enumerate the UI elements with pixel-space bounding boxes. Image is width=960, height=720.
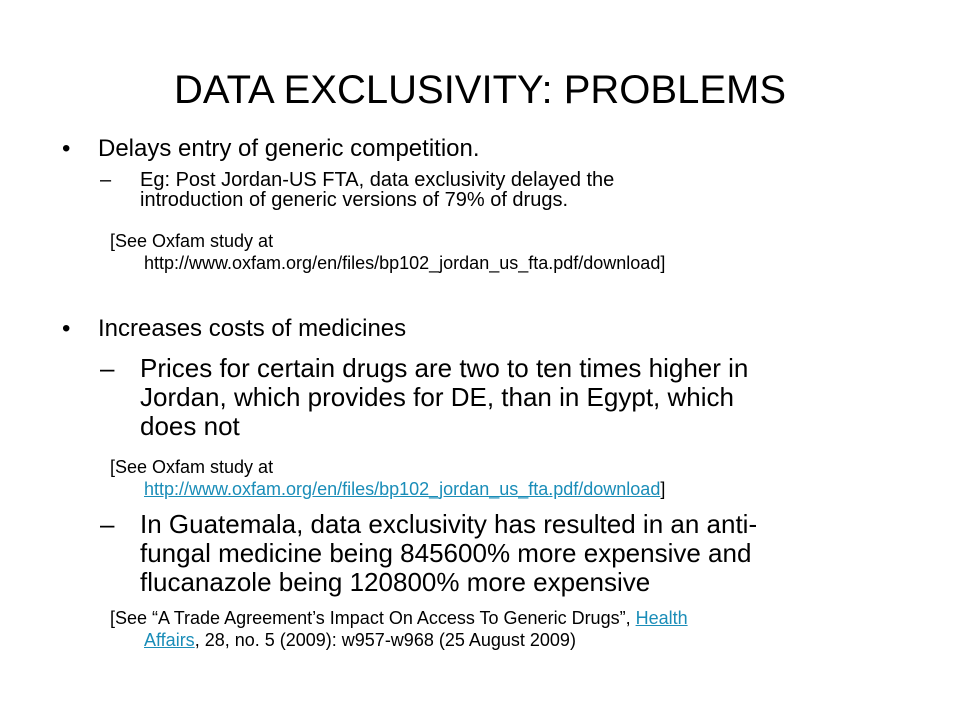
reference-line: [See Oxfam study at xyxy=(110,231,274,251)
reference-line xyxy=(110,607,688,629)
sub-bullet-text xyxy=(140,170,614,210)
reference-text: , 28, no. 5 (2009): w957-w968 (25 August 2009) xyxy=(194,630,576,650)
text-line: Jordan, which provides for DE, than in Egypt, which xyxy=(140,382,734,412)
reference-link-line xyxy=(110,478,665,500)
reference-line: [See Oxfam study at xyxy=(110,457,274,477)
dash-mark: – xyxy=(100,169,112,191)
bullet-text: Increases costs of medicines xyxy=(98,315,407,342)
health-affairs-link[interactable]: Health xyxy=(635,608,688,628)
text-line: fungal medicine being 845600% more expensive and xyxy=(140,538,752,568)
reference-oxfam-1 xyxy=(110,230,665,274)
text-line: flucanazole being 120800% more expensive xyxy=(140,567,651,597)
reference-line xyxy=(110,629,688,651)
dash-mark: – xyxy=(100,509,115,539)
reference-health-affairs xyxy=(110,607,688,651)
bracket-close: ] xyxy=(660,479,666,499)
text-line: introduction of generic versions of 79% of drugs. xyxy=(140,189,569,211)
bullet-mark: • xyxy=(62,135,71,162)
reference-text: [See “A Trade Agreement’s Impact On Access To Generic Drugs”, xyxy=(110,608,636,628)
reference-url-text: http://www.oxfam.org/en/files/bp102_jordan_us_fta.pdf/download] xyxy=(144,253,666,273)
bullet-text: Delays entry of generic competition. xyxy=(98,135,480,162)
sub-bullet-text xyxy=(140,510,757,597)
sub-bullet-text xyxy=(140,354,748,441)
bullet-mark: • xyxy=(62,315,71,342)
text-line: Prices for certain drugs are two to ten times higher in xyxy=(140,353,749,383)
slide-title: DATA EXCLUSIVITY: PROBLEMS xyxy=(173,68,787,112)
text-line: Eg: Post Jordan-US FTA, data exclusivity delayed the xyxy=(140,169,615,191)
dash-mark: – xyxy=(100,353,115,383)
oxfam-study-link[interactable]: http://www.oxfam.org/en/files/bp102_jordan_us_fta.pdf/download xyxy=(144,479,661,499)
text-line: In Guatemala, data exclusivity has resulted in an anti- xyxy=(140,509,758,539)
reference-oxfam-2 xyxy=(110,456,665,500)
text-line: does not xyxy=(140,411,240,441)
health-affairs-link[interactable]: Affairs xyxy=(144,630,195,650)
